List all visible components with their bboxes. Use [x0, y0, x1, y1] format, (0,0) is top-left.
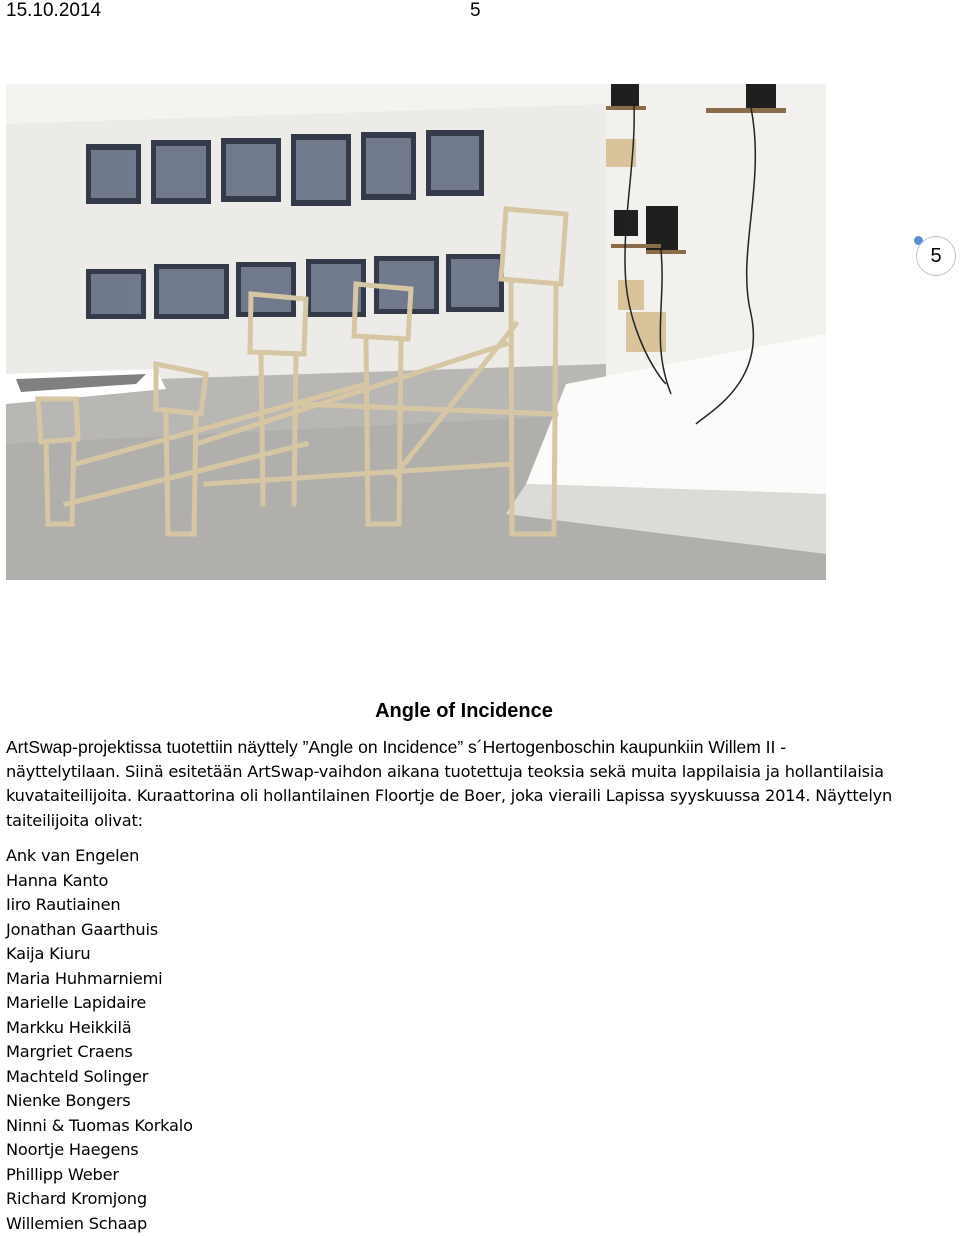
header-date: 15.10.2014 — [6, 0, 102, 21]
list-item: Kaija Kiuru — [6, 944, 91, 963]
list-item: Willemien Schaap — [6, 1213, 148, 1233]
list-item: Machteld Solinger — [6, 1066, 149, 1086]
list-item: Hanna Kanto — [6, 870, 109, 890]
list-item: Iiro Rautiainen — [6, 895, 121, 914]
intro-line-1: ArtSwap-projektissa tuotettiin näyttely ”Angle on Incidence” s´Hertogenboschin kaupunkiin Willem II - — [6, 737, 787, 757]
list-item: Margriet Craens — [6, 1042, 133, 1061]
exhibition-photo — [6, 84, 826, 580]
exhibition-photo-illustration — [6, 84, 826, 580]
list-item: Ank van Engelen — [6, 846, 140, 865]
list-item: Nienke Bongers — [6, 1091, 131, 1110]
article-intro — [6, 735, 926, 833]
list-item: Marielle Lapidaire — [6, 993, 147, 1012]
list-item: Markku Heikkilä — [6, 1017, 132, 1037]
list-item: Richard Kromjong — [6, 1189, 147, 1208]
page-number-badge: 5 — [916, 236, 956, 276]
header-page-number: 5 — [470, 0, 481, 21]
list-item: Noortje Haegens — [6, 1140, 139, 1159]
intro-paragraph: näyttelytilaan. Siinä esitetään ArtSwap-vaihdon aikana tuotettuja teoksia sekä muita lappilaisia ja hollantilaisia kuvataiteilijoita. Kuraattorina oli hollantilainen Floortje de Boer, joka vieraili Lapissa syyskuussa 2014. Näyttelyn taiteilijoita olivat: — [6, 761, 893, 830]
list-item: Ninni & Tuomas Korkalo — [6, 1115, 193, 1135]
article-title: Angle of Incidence — [375, 700, 553, 722]
list-item: Maria Huhmarniemi — [6, 968, 163, 988]
list-item: Jonathan Gaarthuis — [6, 919, 159, 939]
artist-list — [6, 844, 193, 1236]
list-item: Phillipp Weber — [6, 1164, 119, 1184]
